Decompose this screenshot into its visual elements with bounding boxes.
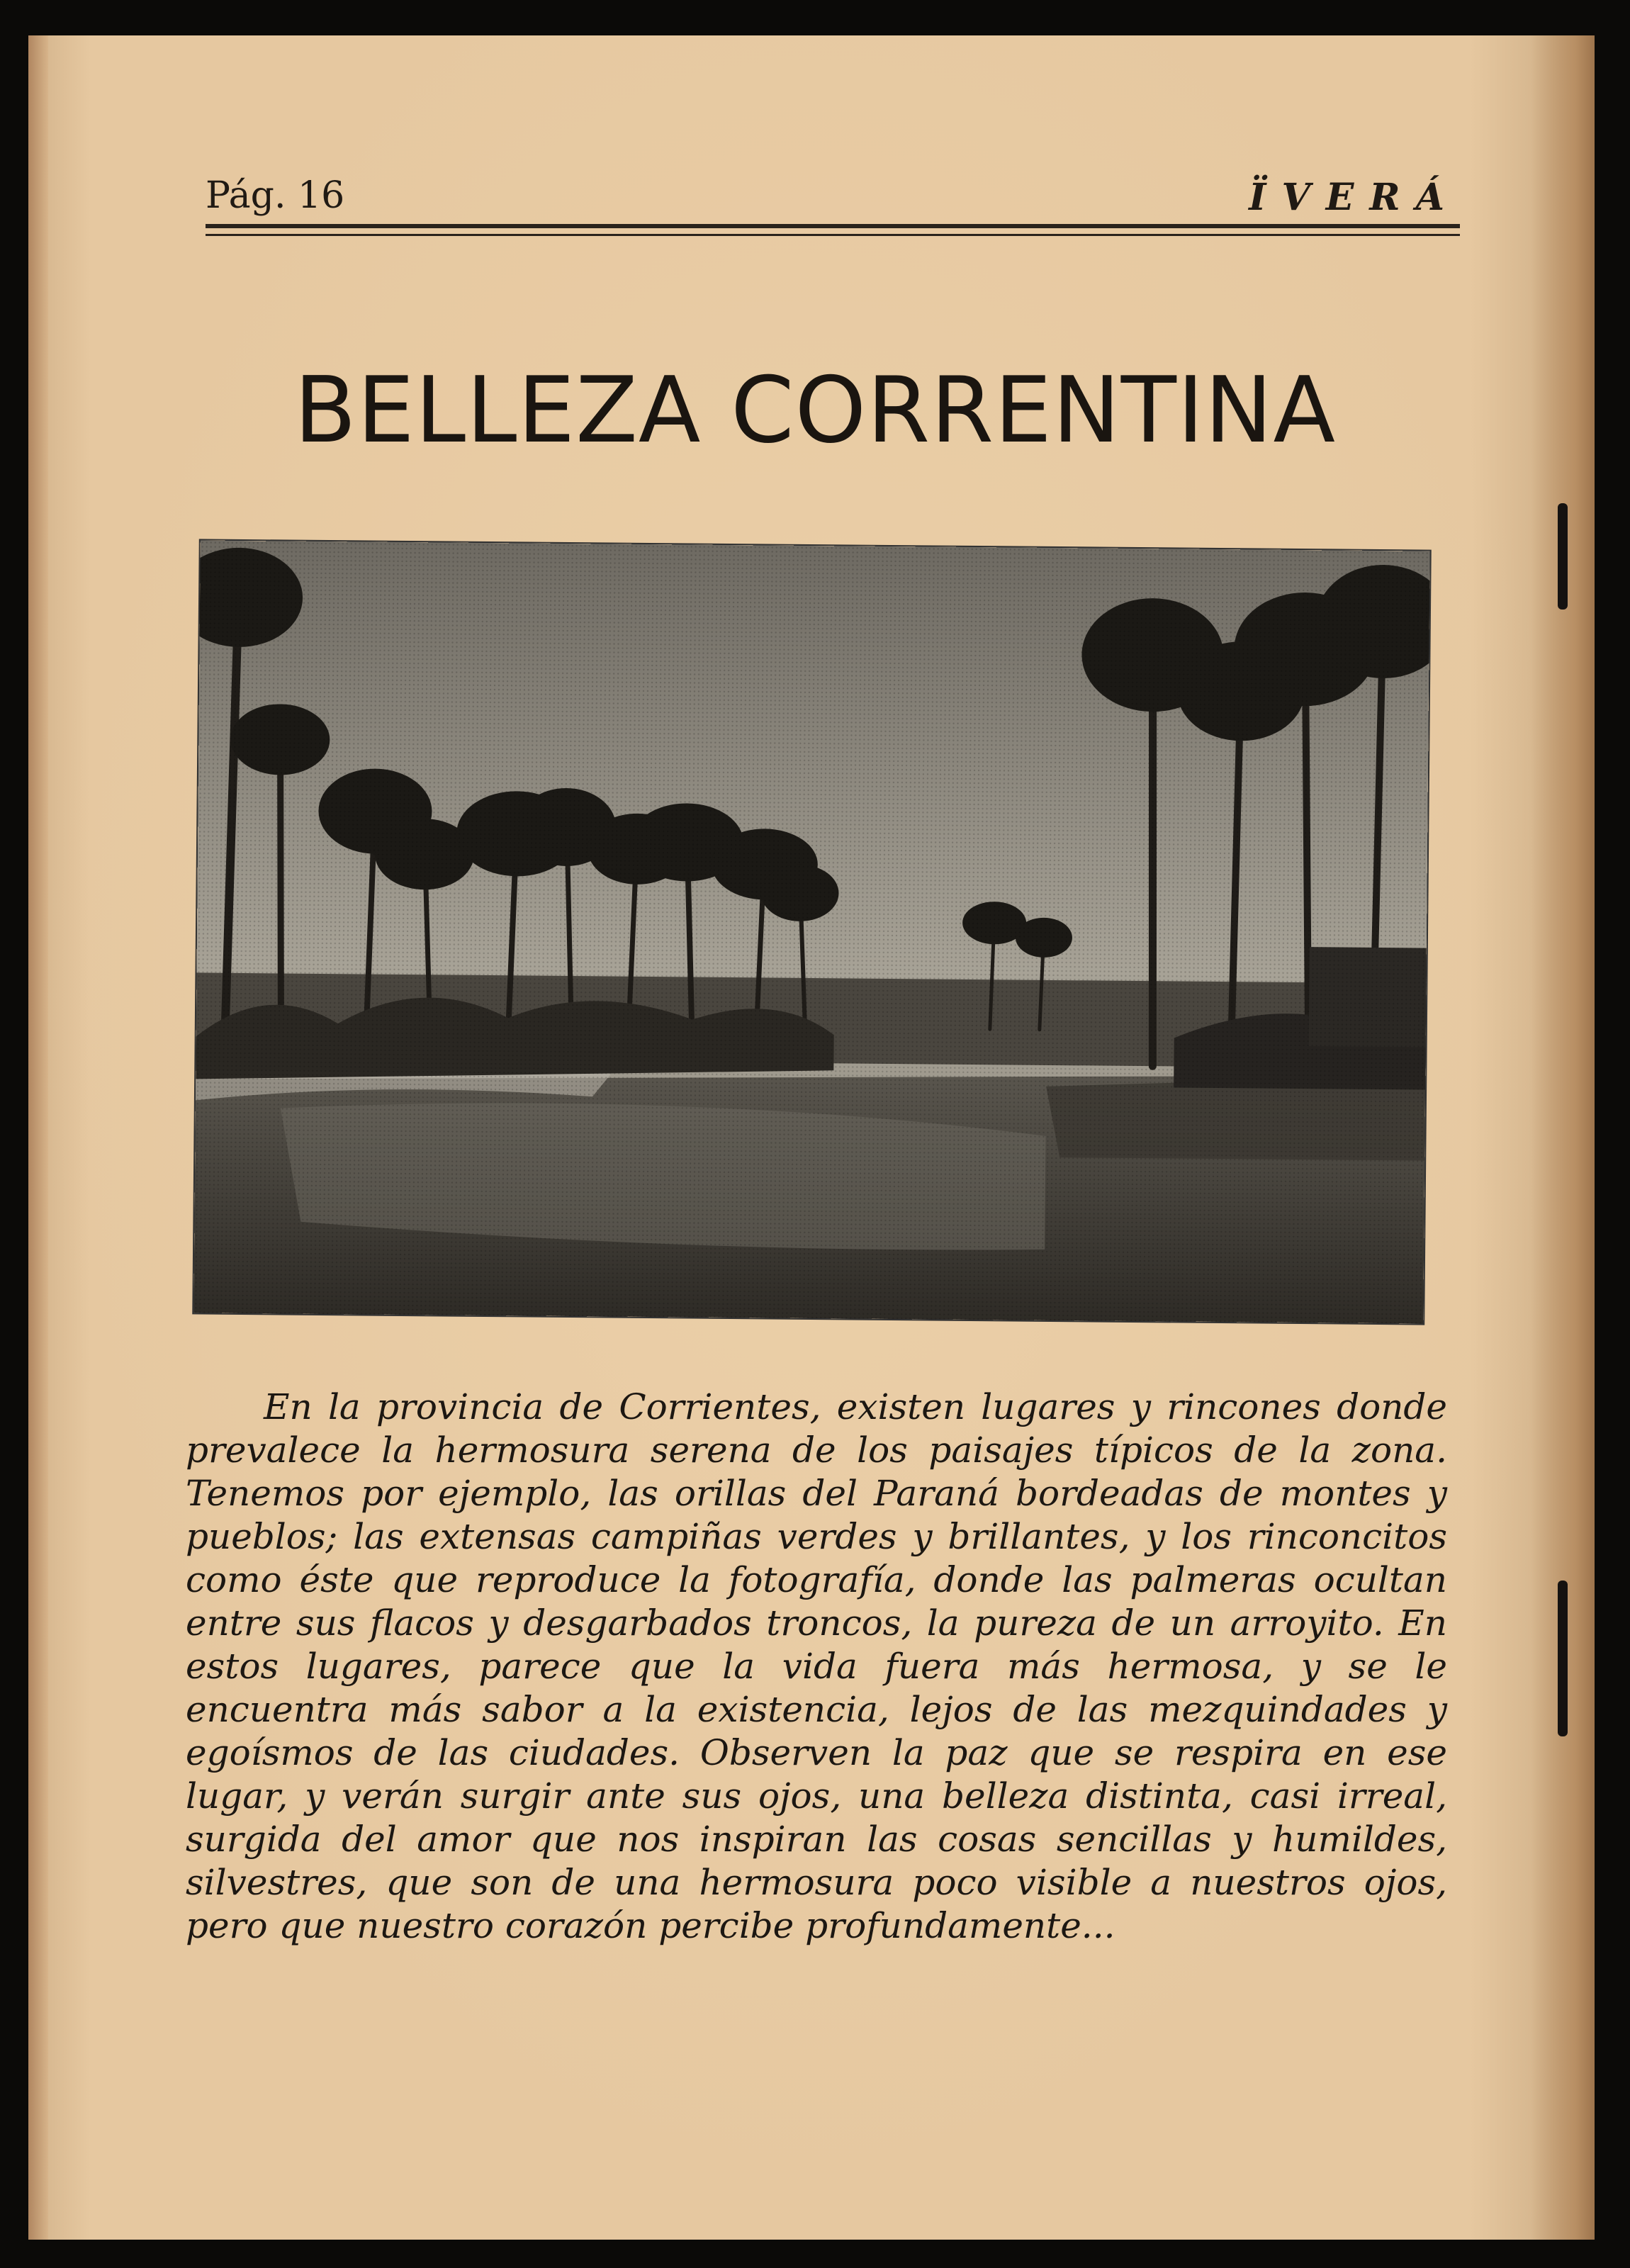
header-rule-thick — [206, 224, 1460, 228]
page-header — [177, 169, 1460, 247]
header-rule-thin — [206, 234, 1460, 236]
landscape-photo-icon — [193, 540, 1429, 1323]
article-title: BELLEZA CORRENTINA — [294, 358, 1336, 464]
magazine-masthead: ÏVERÁ — [1249, 176, 1460, 219]
article-body: En la provincia de Corrientes, existen lugares y rincones donde prevalece la hermosura serena de los paisajes típicos de la zona. Tenemos por ejemplo, las orillas del Paraná bordeadas de montes y pueblos; las extensas campiñas verdes y brillantes, y los rinconcitos como éste que reproduce la fotografía, donde las palmeras ocultan entre sus flacos y desgarbados troncos, la pureza de un arroyito. En estos lugares, parece que la vida fuera más hermosa, y se le encuentra más sabor a la existencia, lejos de las mezquindades y egoísmos de las ciudades. Observen la paz que se respira en ese lugar, y verán surgir ante sus ojos, una belleza distinta, casi irreal, surgida del amor que nos inspiran las cosas sencillas y humildes, silvestres, que son de una hermosura poco visible a nuestros ojos, pero que nuestro corazón percibe profundamente... — [186, 1386, 1447, 1946]
spine-mark — [1558, 503, 1568, 610]
spine-mark — [1558, 1581, 1568, 1736]
page-number: Pág. 16 — [206, 174, 345, 217]
